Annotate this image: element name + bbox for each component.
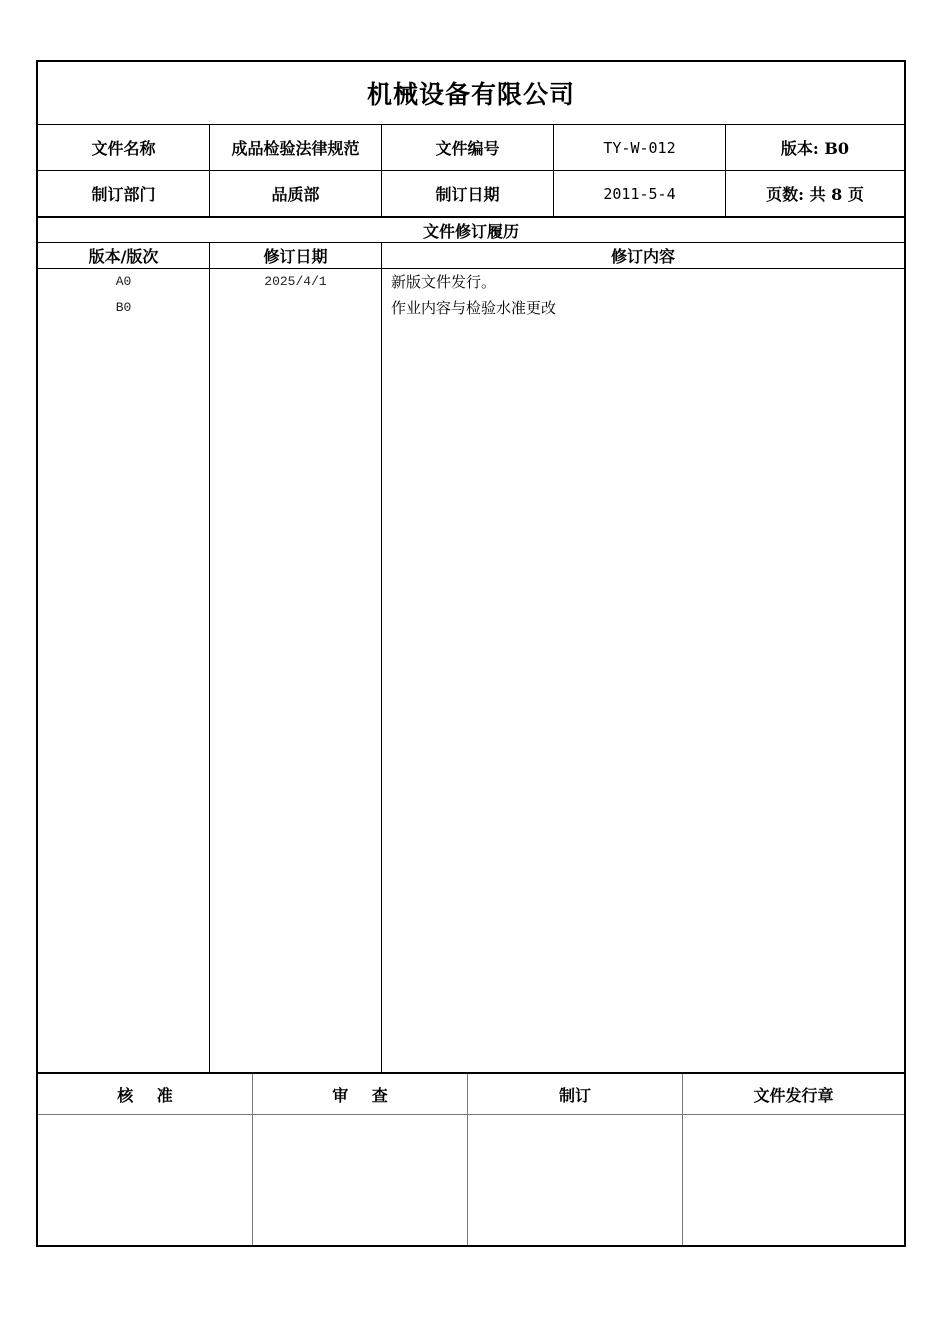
company-title: 机械设备有限公司 bbox=[366, 80, 575, 109]
approve-signature-box[interactable] bbox=[38, 1115, 252, 1245]
file-name-label: 文件名称 bbox=[91, 139, 156, 158]
document-frame bbox=[36, 60, 906, 1247]
table-row-version: B0 bbox=[115, 300, 132, 315]
table-row-content: 作业内容与检验水准更改 bbox=[391, 299, 557, 317]
approval-col-approve-label: 核 准 bbox=[117, 1085, 173, 1105]
stamp-box[interactable] bbox=[683, 1115, 904, 1245]
divider bbox=[725, 124, 726, 216]
date-value: 2011-5-4 bbox=[603, 184, 676, 203]
version-value: 版本: B0 bbox=[780, 139, 850, 158]
revision-col-version: 版本/版次 bbox=[88, 247, 159, 266]
table-row-date: 2025/4/1 bbox=[264, 274, 327, 289]
revision-section-title: 文件修订履历 bbox=[422, 221, 519, 241]
divider bbox=[381, 124, 382, 216]
approval-col-stamp: 文件发行章 bbox=[753, 1085, 834, 1105]
page-count: 页数: 共 8 页 bbox=[766, 185, 864, 204]
divider bbox=[209, 124, 210, 216]
approval-col-prepare: 制订 bbox=[558, 1085, 591, 1105]
dept-value: 品质部 bbox=[271, 185, 320, 204]
file-name-value: 成品检验法律规范 bbox=[231, 139, 360, 158]
approval-col-review bbox=[253, 1074, 467, 1114]
prepare-signature-box[interactable] bbox=[468, 1115, 682, 1245]
approval-col-review-label: 审 查 bbox=[332, 1085, 388, 1105]
table-row-version: A0 bbox=[115, 274, 132, 289]
revision-col-date: 修订日期 bbox=[263, 247, 328, 266]
table-row-content: 新版文件发行。 bbox=[391, 273, 497, 291]
divider bbox=[209, 243, 210, 1072]
file-no-value: TY-W-012 bbox=[603, 138, 676, 157]
date-label: 制订日期 bbox=[435, 185, 500, 204]
file-no-label: 文件编号 bbox=[435, 139, 500, 158]
revision-col-content: 修订内容 bbox=[610, 247, 675, 266]
divider bbox=[553, 124, 554, 216]
approval-col-approve bbox=[38, 1074, 252, 1114]
dept-label: 制订部门 bbox=[91, 185, 156, 204]
review-signature-box[interactable] bbox=[253, 1115, 467, 1245]
divider bbox=[381, 243, 382, 1072]
